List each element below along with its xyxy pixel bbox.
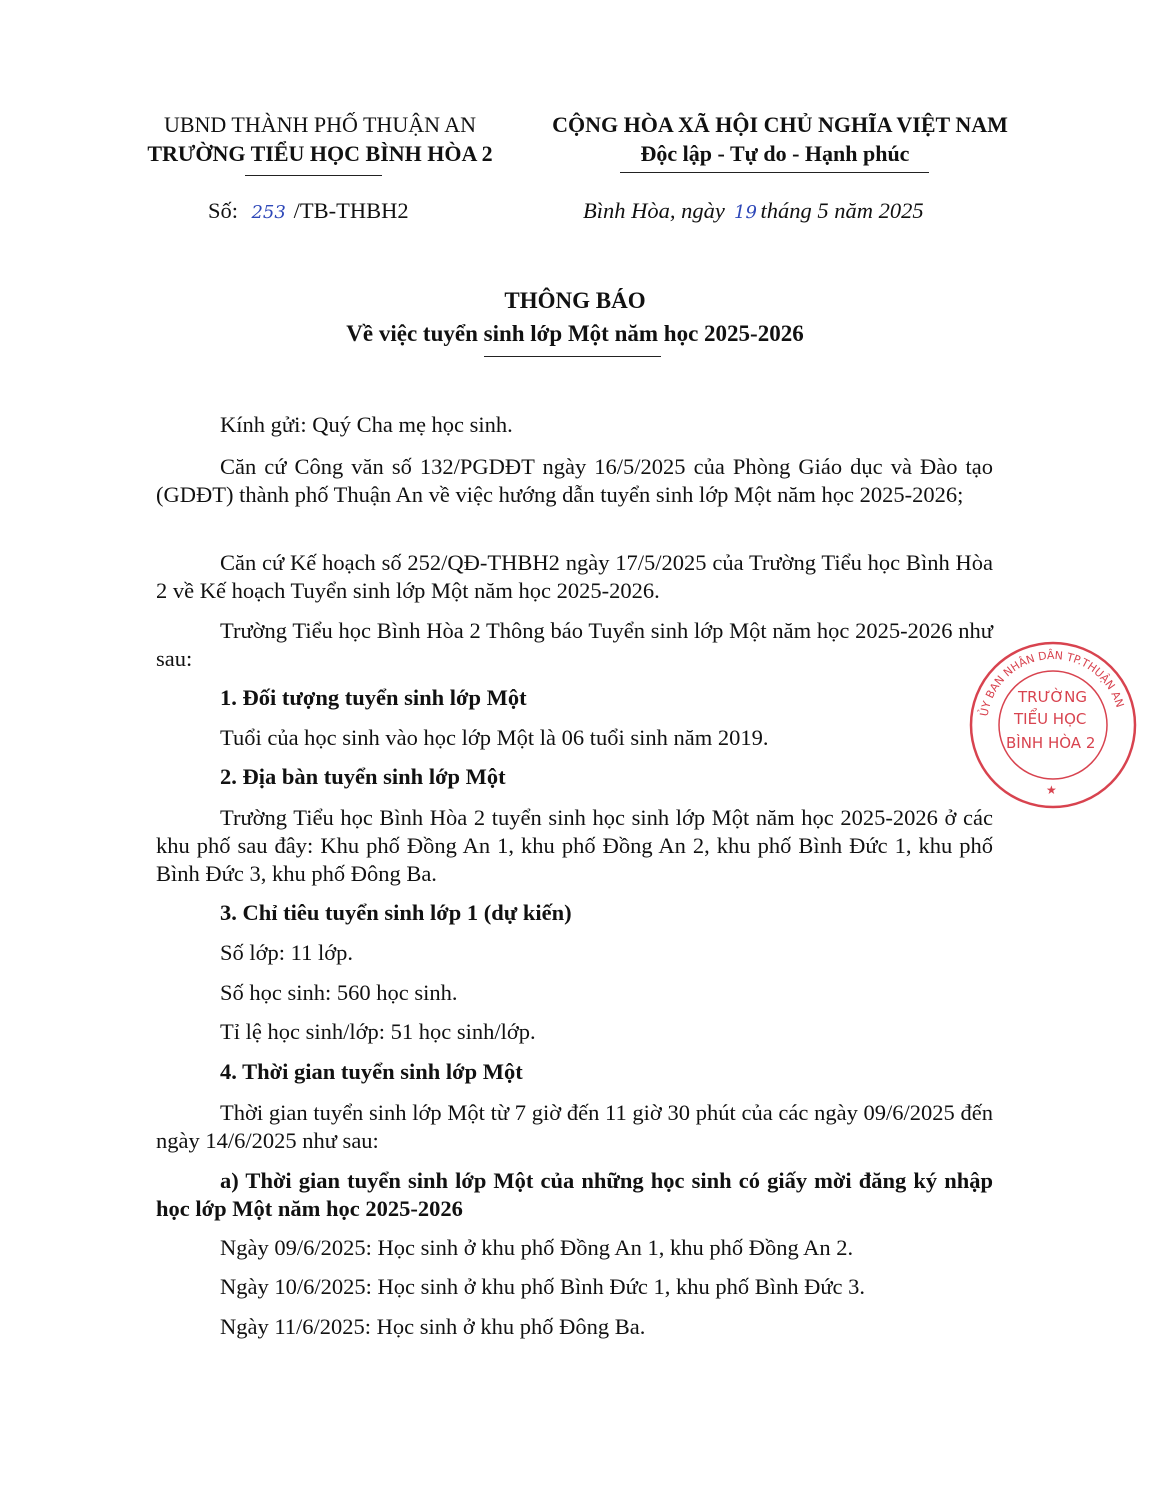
section-3-students: Số học sinh: 560 học sinh.	[220, 980, 458, 1005]
handwritten-number: 253	[251, 202, 286, 223]
stamp-center-line-1: TRƯỜNG	[1018, 688, 1087, 706]
section-4-text: Thời gian tuyển sinh lớp Một từ 7 giờ đến 11 giờ 30 phút của các ngày 09/6/2025 đến ngày 14/6/2025 như sau:	[156, 1100, 993, 1153]
section-2-heading: 2. Địa bàn tuyển sinh lớp Một	[220, 764, 506, 789]
header-right-underline	[620, 172, 929, 173]
place-prefix: Bình Hòa, ngày	[583, 198, 725, 223]
stamp-ring-text: ỦY BAN NHÂN DÂN TP.THUẬN AN	[977, 648, 1127, 718]
national-motto: Độc lập - Tự do - Hạnh phúc	[640, 141, 910, 166]
greeting: Kính gửi: Quý Cha mẹ học sinh.	[220, 412, 513, 437]
document-number	[208, 198, 409, 224]
national-title: CỘNG HÒA XÃ HỘI CHỦ NGHĨA VIỆT NAM	[552, 112, 1008, 137]
header-left-underline	[245, 175, 382, 176]
number-code: /TB-THBH2	[293, 198, 409, 223]
section-3-heading: 3. Chỉ tiêu tuyển sinh lớp 1 (dự kiến)	[220, 900, 572, 925]
handwritten-day: 19	[734, 202, 757, 223]
legal-basis-2: Căn cứ Kế hoạch số 252/QĐ-THBH2 ngày 17/5/2025 của Trường Tiểu học Bình Hòa 2 về Kế hoạch Tuyển sinh lớp Một năm học 2025-2026.	[156, 550, 993, 603]
date-suffix: tháng 5 năm 2025	[760, 198, 924, 223]
schedule-day-1: Ngày 09/6/2025: Học sinh ở khu phố Đồng An 1, khu phố Đồng An 2.	[220, 1235, 854, 1260]
school-name: TRƯỜNG TIỂU HỌC BÌNH HÒA 2	[147, 141, 493, 166]
section-1-heading: 1. Đối tượng tuyển sinh lớp Một	[220, 685, 527, 710]
section-4-heading: 4. Thời gian tuyển sinh lớp Một	[220, 1059, 523, 1084]
agency-name: UBND THÀNH PHỐ THUẬN AN	[163, 112, 477, 137]
section-1-text: Tuổi của học sinh vào học lớp Một là 06 tuổi sinh năm 2019.	[220, 725, 769, 750]
section-2-text: Trường Tiểu học Bình Hòa 2 tuyển sinh học sinh lớp Một năm học 2025-2026 ở các khu phố sau đây: Khu phố Đồng An 1, khu phố Đồng An 2, khu phố Bình Đức 1, khu phố Bình Đức 3, khu phố Đông Ba.	[156, 805, 993, 886]
intro-paragraph: Trường Tiểu học Bình Hòa 2 Thông báo Tuyển sinh lớp Một năm học 2025-2026 như sau:	[156, 618, 993, 671]
schedule-day-3: Ngày 11/6/2025: Học sinh ở khu phố Đông Ba.	[220, 1314, 646, 1339]
section-3-ratio: Tỉ lệ học sinh/lớp: 51 học sinh/lớp.	[220, 1019, 536, 1044]
official-seal-stamp	[968, 640, 1138, 810]
stamp-center-line-2: TIỂU HỌC	[1014, 710, 1087, 728]
document-subtitle: Về việc tuyển sinh lớp Một năm học 2025-2026	[346, 321, 804, 346]
legal-basis-1: Căn cứ Công văn số 132/PGDĐT ngày 16/5/2025 của Phòng Giáo dục và Đào tạo (GDĐT) thành phố Thuận An về việc hướng dẫn tuyển sinh lớp Một năm học 2025-2026;	[156, 454, 993, 507]
place-date	[583, 198, 924, 224]
section-3-classes: Số lớp: 11 lớp.	[220, 940, 353, 965]
document-title: THÔNG BÁO	[504, 288, 646, 313]
stamp-star-icon: ★	[1046, 783, 1057, 797]
schedule-day-2: Ngày 10/6/2025: Học sinh ở khu phố Bình Đức 1, khu phố Bình Đức 3.	[220, 1274, 866, 1299]
stamp-center-line-3: BÌNH HÒA 2	[1006, 734, 1096, 752]
title-underline	[484, 356, 661, 357]
section-4a-heading: a) Thời gian tuyển sinh lớp Một của những học sinh có giấy mời đăng ký nhập học lớp Một năm học 2025-2026	[156, 1168, 993, 1221]
number-label: Số:	[208, 198, 239, 223]
